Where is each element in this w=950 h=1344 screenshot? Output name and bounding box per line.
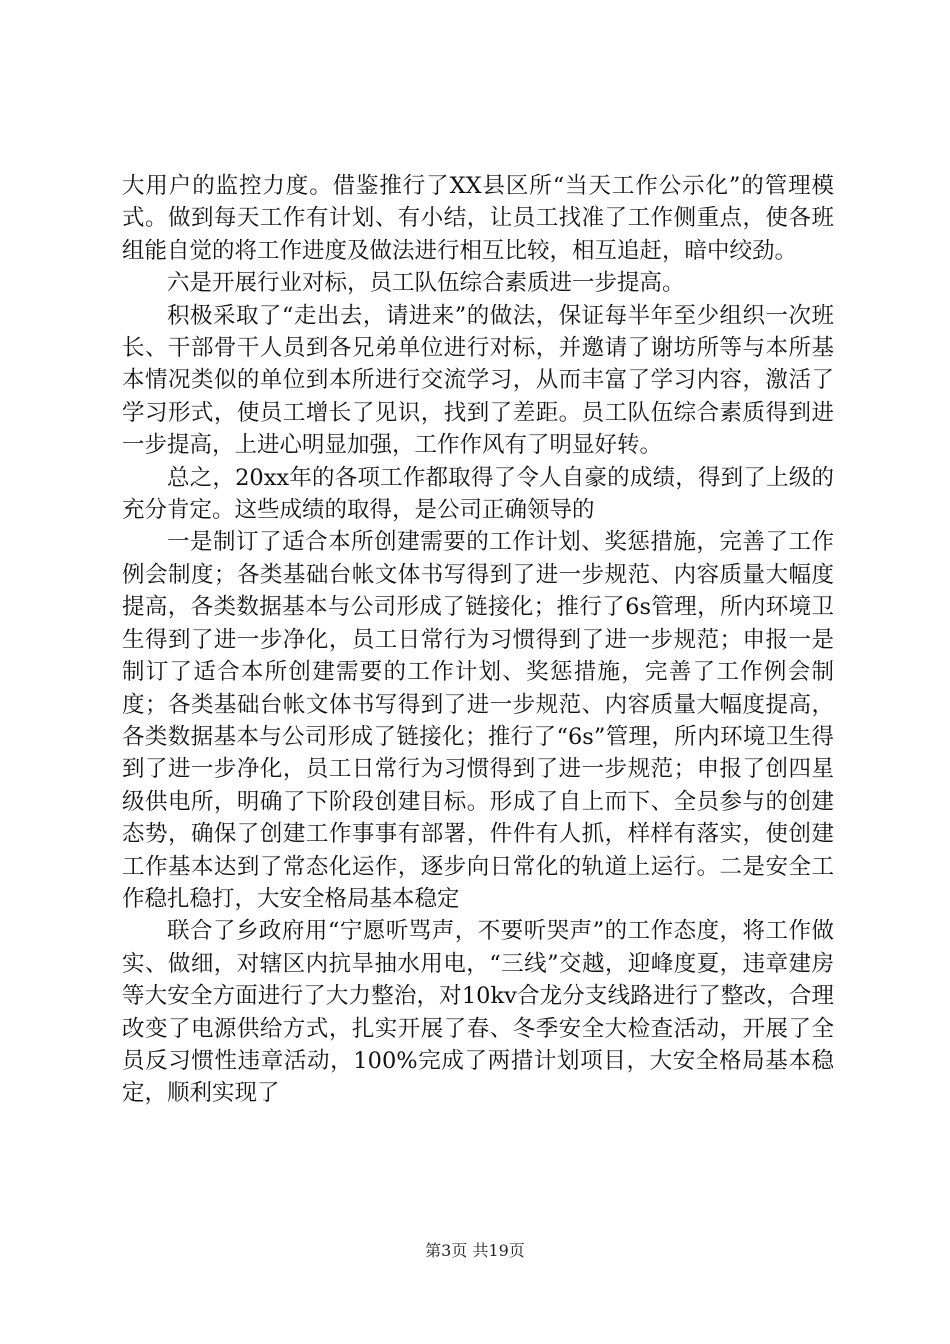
paragraph-6: 联合了乡政府用“宁愿听骂声，不要听哭声”的工作态度，将工作做实、做细，对辖区内抗旱抽水用电，“三线”交越，迎峰度夏，违章建房等大安全方面进行了大力整治，对10kv合龙分支线路进行了整改，合理改变了电源供给方式，扎实开展了春、冬季安全大检查活动，开展了全员反习惯性违章活动，100%完成了两措计划项目，大安全格局基本稳定，顺利实现了 [122,918,834,1107]
paragraph-2: 六是开展行业对标，员工队伍综合素质进一步提高。 [167,270,685,297]
paragraph-5: 一是制订了适合本所创建需要的工作计划、奖惩措施，完善了工作例会制度；各类基础台帐文体书写得到了进一步规范、内容质量大幅度提高，各类数据基本与公司形成了链接化；推行了6s管理，所内环境卫生得到了进一步净化，员工日常行为习惯得到了进一步规范；申报一是制订了适合本所创建需要的工作计划、奖惩措施，完善了工作例会制度；各类基础台帐文体书写得到了进一步规范、内容质量大幅度提高，各类数据基本与公司形成了链接化；推行了“6s”管理，所内环境卫生得到了进一步净化，员工日常行为习惯得到了进一步规范；申报了创四星级供电所，明确了下阶段创建目标。形成了自上而下、全员参与的创建态势，确保了创建工作事事有部署，件件有人抓，样样有落实，使创建工作基本达到了常态化运作，逐步向日常化的轨道上运行。二是安全工作稳扎稳打，大安全格局基本稳定 [122,529,834,912]
paragraph-3: 积极采取了“走出去，请进来”的做法，保证每半年至少组织一次班长、干部骨干人员到各兄弟单位进行对标，并邀请了谢坊所等与本所基本情况类似的单位到本所进行交流学习，从而丰富了学习内容，激活了学习形式，使员工增长了见识，找到了差距。员工队伍综合素质得到进一步提高，上进心明显加强，工作作风有了明显好转。 [122,302,834,459]
page-footer: 第3页 共19页 [425,1241,525,1260]
document-body [122,170,834,1110]
paragraph-4: 总之，20xx年的各项工作都取得了令人自豪的成绩，得到了上级的充分肯定。这些成绩的取得，是公司正确领导的 [122,464,834,524]
paragraph-1: 大用户的监控力度。借鉴推行了XX县区所“当天工作公示化”的管理模式。做到每天工作有计划、有小结，让员工找准了工作侧重点，使各班组能自觉的将工作进度及做法进行相互比较，相互追赶，暗中绞劲。 [122,173,834,264]
